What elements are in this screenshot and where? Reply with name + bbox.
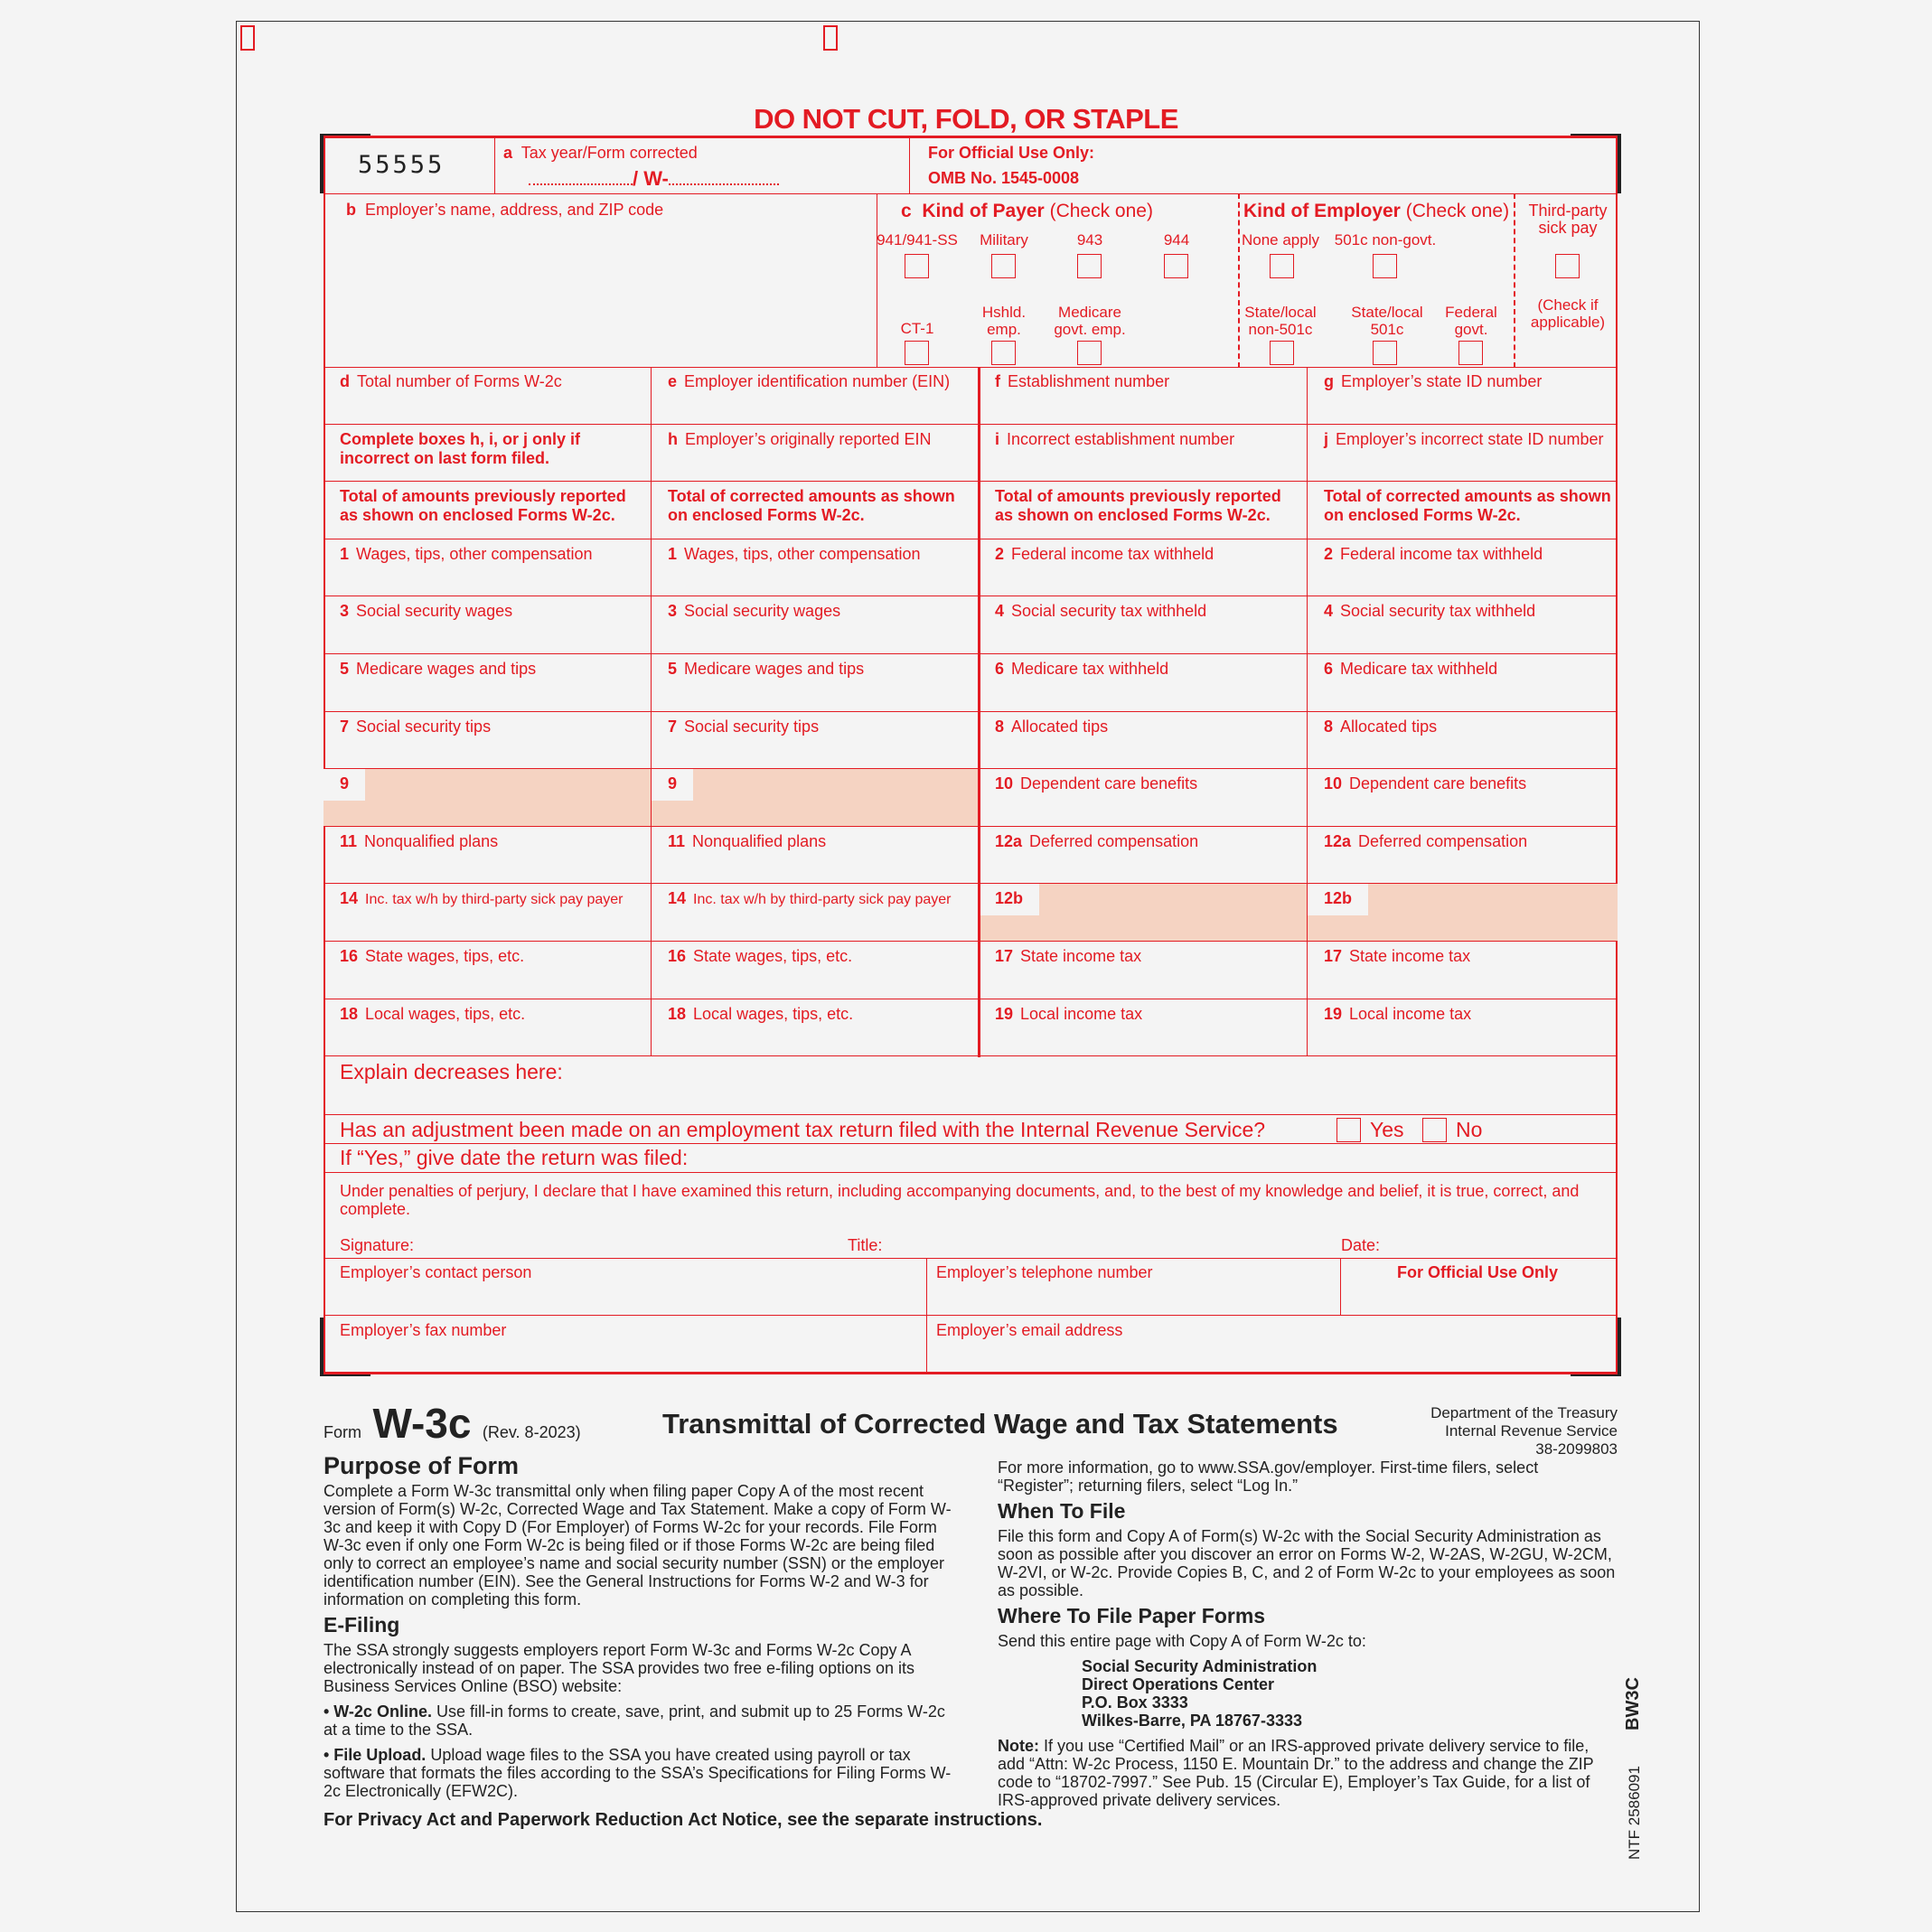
- box-number: d: [340, 372, 350, 390]
- box-label: Establishment number: [1008, 372, 1170, 390]
- box-label: Incorrect establishment number: [1007, 429, 1235, 448]
- note-label: Note:: [998, 1737, 1039, 1755]
- option-label: None apply: [1241, 231, 1319, 249]
- form-box-19[interactable]: [979, 999, 1308, 1057]
- box-number: 4: [1324, 602, 1334, 621]
- box-label: Social security wages: [684, 602, 841, 621]
- form-box-18[interactable]: [324, 999, 652, 1057]
- box-label: Local wages, tips, etc.: [365, 1004, 526, 1023]
- option-label: 941/941-SS: [877, 231, 958, 249]
- checkbox-military[interactable]: [991, 254, 1016, 278]
- when-to-file-heading: When To File: [998, 1499, 1126, 1523]
- form-box-3[interactable]: [324, 596, 652, 654]
- box-label: Local income tax: [1349, 1004, 1472, 1023]
- checkbox-yes[interactable]: [1336, 1118, 1361, 1142]
- box-number: e: [668, 372, 678, 390]
- official-use-box: [909, 136, 1618, 194]
- more-info-text: For more information, go to www.SSA.gov/employer. First-time filers, select “Register”; returning filers, select “Log In.”: [998, 1458, 1539, 1495]
- purpose-heading: Purpose of Form: [324, 1452, 520, 1479]
- form-box-5[interactable]: [652, 654, 979, 712]
- box-number: 6: [1324, 660, 1334, 678]
- option-label: 501c non-govt.: [1334, 231, 1437, 249]
- box-label: State wages, tips, etc.: [693, 947, 853, 965]
- box-label: Inc. tax w/h by third-party sick pay payer: [693, 892, 952, 908]
- agency: Internal Revenue Service: [1445, 1422, 1618, 1440]
- form-box-f[interactable]: [979, 367, 1308, 425]
- official-use-only-box: [1341, 1258, 1618, 1316]
- form-box[interactable]: [324, 482, 652, 539]
- check-one-hint: (Check one): [1405, 201, 1510, 221]
- box-number: 19: [995, 1004, 1014, 1023]
- box-number: 12a: [995, 831, 1023, 850]
- box-number: 18: [340, 1004, 359, 1023]
- box-label: Total of amounts previously reported as shown on enclosed Forms W-2c.: [995, 487, 1281, 525]
- box-number: 19: [1324, 1004, 1343, 1023]
- efiling-text: The SSA strongly suggests employers report Form W-3c and Forms W-2c Copy A electronically instead of on paper. The SSA provides two free e-filing options on its Business Services Online (BSO) website:: [324, 1641, 915, 1695]
- checkbox-household[interactable]: [991, 341, 1016, 365]
- checkbox-third-party-sick-pay[interactable]: [1555, 254, 1580, 278]
- box-label: Complete boxes h, i, or j only if incorrect on last form filed.: [340, 429, 581, 467]
- date-label: Date:: [1341, 1236, 1381, 1254]
- form-name: W-3c: [372, 1400, 472, 1447]
- form-box-12b: [979, 884, 1308, 942]
- ntf-number: NTF 2586091: [1626, 1766, 1643, 1860]
- form-box-12a[interactable]: [1308, 827, 1618, 885]
- contact-person-field[interactable]: [324, 1258, 927, 1316]
- option-label: Military: [980, 231, 1028, 249]
- box-number: 14: [340, 889, 359, 908]
- email-label: Employer’s email address: [936, 1321, 1123, 1339]
- form-box-6[interactable]: [1308, 654, 1618, 712]
- option-label: CT-1: [900, 320, 934, 337]
- checkbox-no[interactable]: [1422, 1118, 1447, 1142]
- checkbox-state-local-non-501c[interactable]: [1270, 341, 1294, 365]
- fax-number-field[interactable]: [324, 1316, 927, 1374]
- kind-of-payer-title: Kind of Payer: [922, 201, 1045, 221]
- catalog-number: 38-2099803: [1535, 1440, 1618, 1458]
- official-use-only-label: For Official Use Only: [1397, 1263, 1559, 1281]
- address-line: P.O. Box 3333: [1082, 1693, 1188, 1712]
- checkbox-ct1[interactable]: [905, 341, 929, 365]
- form-box-7[interactable]: [324, 712, 652, 770]
- box-label: Medicare wages and tips: [356, 660, 537, 678]
- form-box-11[interactable]: [652, 827, 979, 885]
- form-box[interactable]: [979, 482, 1308, 539]
- box-number: j: [1324, 429, 1329, 448]
- telephone-field[interactable]: [927, 1258, 1341, 1316]
- form-box-4[interactable]: [979, 596, 1308, 654]
- form-box-4[interactable]: [1308, 596, 1618, 654]
- checkbox-state-local-501c[interactable]: [1373, 341, 1397, 365]
- omb-number: OMB No. 1545-0008: [928, 169, 1080, 187]
- form-identifier: [324, 1399, 581, 1448]
- box-label: Wages, tips, other compensation: [356, 544, 593, 563]
- form-box-i[interactable]: [979, 425, 1308, 483]
- box-label: Social security tips: [356, 717, 492, 736]
- form-box-9: [652, 769, 979, 827]
- checkbox-federal-govt[interactable]: [1458, 341, 1483, 365]
- no-label: No: [1456, 1118, 1483, 1141]
- kind-of-employer: [1238, 193, 1515, 368]
- box-number: 8: [995, 717, 1005, 736]
- official-use-label: For Official Use Only:: [928, 144, 1095, 162]
- form-box-j[interactable]: [1308, 425, 1618, 483]
- box-number: 18: [668, 1004, 687, 1023]
- address-line: Direct Operations Center: [1082, 1675, 1275, 1693]
- box-number: 1: [340, 544, 350, 563]
- efiling-heading: E-Filing: [324, 1613, 400, 1637]
- box-a-label: Tax year/Form corrected: [521, 144, 698, 162]
- box-label: Medicare tax withheld: [1340, 660, 1498, 678]
- box-a-tax-year[interactable]: [494, 136, 910, 194]
- signature-label: Signature:: [340, 1236, 415, 1254]
- perjury-signature-row: [324, 1173, 1618, 1259]
- form-box-9: [324, 769, 652, 827]
- option-label: Federal govt.: [1445, 304, 1497, 338]
- box-label: Nonqualified plans: [692, 831, 827, 850]
- option-label: 944: [1163, 231, 1190, 249]
- contact-person-label: Employer’s contact person: [340, 1263, 532, 1281]
- form-slash-label: / W-: [633, 167, 669, 190]
- form-box-5[interactable]: [324, 654, 652, 712]
- fax-label: Employer’s fax number: [340, 1321, 507, 1339]
- box-number: 12b: [995, 889, 1024, 908]
- bullet-text: Upload wage files to the SSA you have created using payroll or tax software that formats the files according to the SSA’s Specifications for Filing Forms W-2c Electronically (EFW2C).: [324, 1746, 952, 1800]
- explain-decreases-box[interactable]: [324, 1056, 1618, 1115]
- form-box-8[interactable]: [1308, 712, 1618, 770]
- revision: (Rev. 8-2023): [482, 1423, 581, 1441]
- checkbox-medicare-govt[interactable]: [1077, 341, 1102, 365]
- when-to-file-text: File this form and Copy A of Form(s) W-2c with the Social Security Administration as soon as possible after you discover an error on Forms W-2, W-2AS, W-2GU, W-2CM, W-2VI, or W-2c. Provide Copies B, C, and 2 of Form W-2c to your employees as soon as possible.: [998, 1527, 1616, 1599]
- box-label: Social security tips: [684, 717, 820, 736]
- form-box-h[interactable]: [652, 425, 979, 483]
- box-number: 2: [1324, 544, 1334, 563]
- form-box-19[interactable]: [1308, 999, 1618, 1057]
- form-box-6[interactable]: [979, 654, 1308, 712]
- box-number: g: [1324, 372, 1334, 390]
- note: [998, 1737, 1618, 1809]
- bullet-w2c-online: [324, 1702, 956, 1739]
- box-number: 6: [995, 660, 1005, 678]
- address-line: Wilkes-Barre, PA 18767-3333: [1082, 1712, 1302, 1730]
- box-label: Employer’s incorrect state ID number: [1336, 429, 1604, 448]
- box-letter: a: [503, 144, 513, 162]
- box-label: Deferred compensation: [1358, 831, 1528, 850]
- third-party-sick-pay: [1515, 193, 1618, 368]
- box-number: 8: [1324, 717, 1334, 736]
- date-filed-row[interactable]: [324, 1144, 1618, 1173]
- box-number: 5: [668, 660, 678, 678]
- box-label: Deferred compensation: [1029, 831, 1199, 850]
- instructions-right: [998, 1458, 1618, 1816]
- form-box[interactable]: [1308, 482, 1618, 539]
- box-label: Employer identification number (EIN): [684, 372, 951, 390]
- explain-label: Explain decreases here:: [340, 1060, 563, 1083]
- mailing-address: [1082, 1657, 1618, 1730]
- email-field[interactable]: [927, 1316, 1618, 1374]
- box-number: i: [995, 429, 1000, 448]
- box-number: 17: [995, 947, 1014, 965]
- box-label: Local income tax: [1020, 1004, 1143, 1023]
- box-label: State wages, tips, etc.: [365, 947, 525, 965]
- check-if-applicable-hint: (Check if applicable): [1530, 296, 1606, 331]
- box-label: Inc. tax w/h by third-party sick pay payer: [365, 892, 624, 908]
- form-box-11[interactable]: [324, 827, 652, 885]
- box-label: Total of corrected amounts as shown on enclosed Forms W-2c.: [1324, 487, 1611, 525]
- yes-label: Yes: [1370, 1118, 1404, 1141]
- box-label: Allocated tips: [1011, 717, 1109, 736]
- box-number: 5: [340, 660, 350, 678]
- box-label: State income tax: [1349, 947, 1471, 965]
- box-label: Allocated tips: [1340, 717, 1438, 736]
- form-box-16[interactable]: [324, 942, 652, 999]
- option-label: Medicare govt. emp.: [1054, 304, 1126, 338]
- box-label: Total number of Forms W-2c: [357, 372, 562, 390]
- box-label: Wages, tips, other compensation: [684, 544, 921, 563]
- box-number: 2: [995, 544, 1005, 563]
- box-label: Nonqualified plans: [364, 831, 499, 850]
- form-box-17[interactable]: [979, 942, 1308, 999]
- department: Department of the Treasury: [1430, 1404, 1618, 1421]
- box-label: Employer’s state ID number: [1341, 372, 1543, 390]
- box-number: f: [995, 372, 1000, 390]
- form-box-14[interactable]: [652, 884, 979, 942]
- form-box-1[interactable]: [652, 539, 979, 597]
- form-box-12b: [1308, 884, 1618, 942]
- box-c-kind-of-payer: [877, 193, 1238, 368]
- box-number: 4: [995, 602, 1005, 621]
- box-number: 16: [340, 947, 359, 965]
- checkbox-941[interactable]: [905, 254, 929, 278]
- form-box-14[interactable]: [324, 884, 652, 942]
- form-box-17[interactable]: [1308, 942, 1618, 999]
- box-number: 1: [668, 544, 678, 563]
- check-one-hint: (Check one): [1049, 201, 1153, 221]
- form-box[interactable]: [652, 482, 979, 539]
- option-label: State/local non-501c: [1244, 304, 1317, 338]
- box-b-label: Employer’s name, address, and ZIP code: [365, 201, 664, 219]
- form-box-1[interactable]: [324, 539, 652, 597]
- form-box-12a[interactable]: [979, 827, 1308, 885]
- box-label: Social security tax withheld: [1011, 602, 1207, 621]
- privacy-notice: For Privacy Act and Paperwork Reduction Act Notice, see the separate instructions.: [324, 1810, 1043, 1830]
- box-label: Social security tax withheld: [1340, 602, 1536, 621]
- adjustment-question: Has an adjustment been made on an employment tax return filed with the Internal Revenue Service?: [340, 1118, 1266, 1141]
- form-box-18[interactable]: [652, 999, 979, 1057]
- kind-of-employer-title: Kind of Employer: [1243, 201, 1401, 221]
- option-label: Hshld. emp.: [981, 304, 1027, 338]
- form-box-16[interactable]: [652, 942, 979, 999]
- perjury-statement: Under penalties of perjury, I declare that I have examined this return, including accompanying documents, and, to the best of my knowledge and belief, it is true, correct, and complete.: [340, 1182, 1580, 1218]
- box-number: 3: [340, 602, 350, 621]
- form-box-e[interactable]: [652, 367, 979, 425]
- box-label: Local wages, tips, etc.: [693, 1004, 854, 1023]
- box-number: h: [668, 429, 678, 448]
- box-number: 9: [668, 774, 678, 793]
- form-box-2[interactable]: [979, 539, 1308, 597]
- box-label: Total of amounts previously reported as shown on enclosed Forms W-2c.: [340, 487, 626, 525]
- form-box: [324, 425, 652, 483]
- box-number: 3: [668, 602, 678, 621]
- side-code: BW3C: [1623, 1677, 1643, 1730]
- bullet-text: Use fill-in forms to create, save, print, and submit up to 25 Forms W-2c at a time to the SSA.: [324, 1702, 945, 1739]
- box-number: 11: [340, 831, 358, 850]
- form-box-10[interactable]: [1308, 769, 1618, 827]
- registration-mark: [240, 25, 255, 51]
- box-label: Medicare tax withheld: [1011, 660, 1169, 678]
- form-title: Transmittal of Corrected Wage and Tax Statements: [662, 1408, 1338, 1440]
- address-line: Social Security Administration: [1082, 1657, 1318, 1675]
- box-label: Federal income tax withheld: [1011, 544, 1215, 563]
- box-label: Medicare wages and tips: [684, 660, 865, 678]
- do-not-cut-warning: DO NOT CUT, FOLD, OR STAPLE: [754, 103, 1178, 135]
- note-text: If you use “Certified Mail” or an IRS-approved private delivery service to file, add “Attn: W-2c Process, 1150 E. Mountain Dr.” to the address and change the ZIP code to “18702-7997.” See Pub. 15 (Circular E), Employer’s Tax Guide, for a list of IRS-approved private delivery services.: [998, 1737, 1594, 1809]
- box-number: 10: [995, 774, 1014, 793]
- box-label: Employer’s originally reported EIN: [685, 429, 932, 448]
- if-yes-label: If “Yes,” give date the return was filed:: [340, 1146, 689, 1169]
- box-number: 12b: [1324, 889, 1353, 908]
- box-number: 16: [668, 947, 687, 965]
- checkbox-none-apply[interactable]: [1270, 254, 1294, 278]
- box-label: Dependent care benefits: [1020, 774, 1198, 793]
- form-box-2[interactable]: [1308, 539, 1618, 597]
- where-to-file-heading: Where To File Paper Forms: [998, 1604, 1266, 1627]
- title-label: Title:: [848, 1236, 883, 1254]
- checkbox-501c-non-govt[interactable]: [1373, 254, 1397, 278]
- form-box-8[interactable]: [979, 712, 1308, 770]
- third-party-label: Third-party sick pay: [1528, 202, 1608, 237]
- form-corrected-field[interactable]: [669, 183, 779, 185]
- checkbox-944[interactable]: [1164, 254, 1188, 278]
- where-to-file-text: Send this entire page with Copy A of Form W-2c to:: [998, 1632, 1366, 1650]
- box-label: Total of corrected amounts as shown on enclosed Forms W-2c.: [668, 487, 955, 525]
- form-box-7[interactable]: [652, 712, 979, 770]
- box-label: Federal income tax withheld: [1340, 544, 1543, 563]
- box-number: 9: [340, 774, 350, 793]
- box-number: 10: [1324, 774, 1343, 793]
- box-number: 11: [668, 831, 686, 850]
- bullet-title: • File Upload.: [324, 1746, 427, 1764]
- purpose-text: Complete a Form W-3c transmittal only when filing paper Copy A of the most recent version of Form(s) W-2c, Corrected Wage and Tax Statement. Make a copy of Form W-3c and keep it with Copy D (For Employer) of Forms W-2c for your records. File Form W-3c even if only one Form W-2c is being filed or if those Forms W-2c are being filed only to correct an employee’s name and social security number (SSN) or the employer identification number (EIN). See the General Instructions for Forms W-2 and W-3 for information on completing this form.: [324, 1482, 952, 1608]
- box-letter: c: [901, 201, 912, 221]
- telephone-label: Employer’s telephone number: [936, 1263, 1153, 1281]
- bullet-file-upload: [324, 1746, 956, 1800]
- tax-year-field[interactable]: [529, 183, 633, 185]
- box-number: 7: [340, 717, 350, 736]
- box-b-employer-name[interactable]: [324, 193, 877, 368]
- box-label: State income tax: [1020, 947, 1142, 965]
- form-box-3[interactable]: [652, 596, 979, 654]
- box-number: 14: [668, 889, 687, 908]
- form-box-10[interactable]: [979, 769, 1308, 827]
- box-number: 12a: [1324, 831, 1352, 850]
- box-number: 17: [1324, 947, 1343, 965]
- form-word: Form: [324, 1423, 361, 1441]
- option-label: State/local 501c: [1351, 304, 1423, 338]
- department-block: [1430, 1404, 1618, 1458]
- form-box-d[interactable]: [324, 367, 652, 425]
- box-number: 7: [668, 717, 678, 736]
- box-letter: b: [346, 201, 356, 219]
- center-divider: [978, 367, 980, 1057]
- adjustment-row: [324, 1115, 1618, 1144]
- option-label: 943: [1076, 231, 1103, 249]
- checkbox-943[interactable]: [1077, 254, 1102, 278]
- form-code-box: [324, 136, 495, 194]
- box-label: Dependent care benefits: [1349, 774, 1527, 793]
- form-box-g[interactable]: [1308, 367, 1618, 425]
- form-code: 55555: [358, 151, 445, 179]
- bullet-title: • W-2c Online.: [324, 1702, 432, 1721]
- box-label: Social security wages: [356, 602, 513, 621]
- registration-mark: [823, 25, 838, 51]
